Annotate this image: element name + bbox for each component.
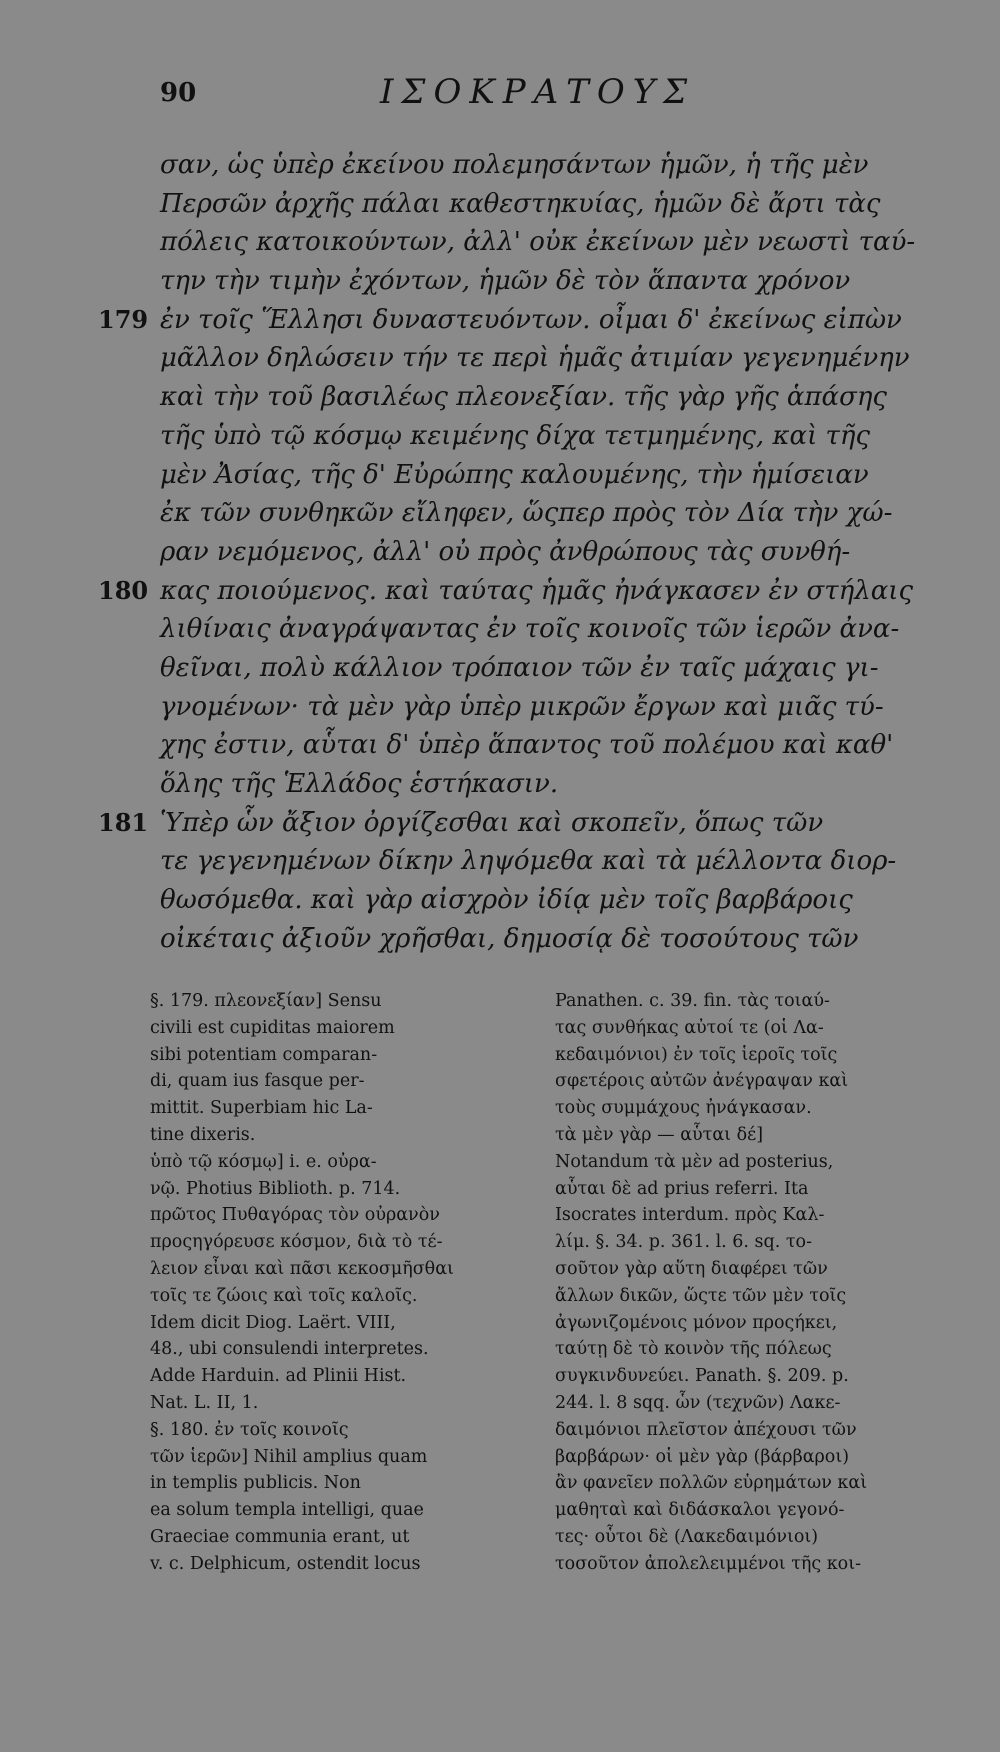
footnote-line: μαθηταὶ καὶ διδάσκαλοι γεγονό- (555, 1500, 845, 1521)
line-text: Ὑπὲρ ὧν ἄξιον ὀργίζεσθαι καὶ σκοπεῖν, ὅπως τῶν (160, 807, 824, 838)
text-line (160, 688, 930, 727)
footnote-line: ea solum templa intelligi, quae (150, 1500, 424, 1521)
footnotes-right-column (555, 988, 933, 1578)
footnote-line: τοσοῦτον ἀπολελειμμένοι τῆς κοι- (555, 1553, 861, 1574)
footnote-line: §. 180. ἐν τοῖς κοινοῖς (150, 1419, 349, 1440)
footnote-line: Notandum τὰ μὲν ad posterius, (555, 1151, 834, 1172)
running-title: ΙΣΟΚΡΑΤΟΥΣ (380, 72, 696, 112)
footnote-line: ἀγωνιζομένοις μόνον προςήκει, (555, 1312, 838, 1333)
line-text: οἰκέταις ἀξιοῦν χρῆσθαι, δημοσίᾳ δὲ τοσούτους τῶν (160, 923, 859, 954)
line-text: τε γεγενημένων δίκην ληψόμεθα καὶ τὰ μέλλοντα διορ- (160, 846, 897, 877)
footnote-line: τὰ μὲν γὰρ — αὗται δέ] (555, 1124, 764, 1145)
text-line (160, 378, 930, 417)
footnote-line: in templis publicis. Non (150, 1473, 361, 1494)
line-text: θεῖναι, πολὺ κάλλιον τρόπαιον τῶν ἐν ταῖς μάχαις γι- (160, 652, 879, 683)
footnote-line: βαρβάρων· οἱ μὲν γὰρ (βάρβαροι) (555, 1446, 850, 1467)
line-text: ἐν τοῖς Ἕλλησι δυναστευόντων. οἶμαι δ' ἐκείνως εἰπὼν (160, 304, 902, 335)
text-line (160, 417, 930, 456)
footnote-line: sibi potentiam comparan- (150, 1044, 378, 1065)
line-text: ἐκ τῶν συνθηκῶν εἴληφεν, ὥςπερ πρὸς τὸν Δία τὴν χώ- (160, 498, 893, 529)
main-text (98, 146, 930, 958)
footnote-line: νῷ. Photius Biblioth. p. 714. (150, 1178, 401, 1199)
text-line (160, 339, 930, 378)
line-text: ραν νεμόμενος, ἀλλ' οὐ πρὸς ἀνθρώπους τὰς συνθή- (160, 536, 851, 567)
footnote-line: λίμ. §. 34. p. 361. l. 6. sq. το- (555, 1232, 812, 1253)
footnote-line: Panathen. c. 39. fin. τὰς τοιαύ- (555, 991, 830, 1011)
footnote-line: τοὺς συμμάχους ἠνάγκασαν. (555, 1098, 812, 1119)
footnote-line: τῶν ἱερῶν] Nihil amplius quam (150, 1446, 428, 1467)
text-line (98, 301, 930, 340)
footnote-line: λειον εἶναι καὶ πᾶσι κεκοσμῆσθαι (150, 1258, 454, 1279)
footnote-line: τας συνθήκας αὐτοί τε (οἱ Λα- (555, 1017, 824, 1038)
text-line (160, 610, 930, 649)
text-line (160, 494, 930, 533)
footnote-line: mittit. Superbiam hic La- (150, 1098, 373, 1119)
line-text: μὲν Ἀσίας, τῆς δ' Εὐρώπης καλουμένης, τὴν ἡμίσειαν (160, 459, 869, 490)
footnotes (150, 988, 940, 1728)
line-text: γνομένων· τὰ μὲν γὰρ ὑπὲρ μικρῶν ἔργων καὶ μιᾶς τύ- (160, 691, 884, 722)
text-line (160, 649, 930, 688)
text-line (160, 185, 930, 224)
footnote-line: di, quam ius fasque per- (150, 1071, 365, 1092)
footnote-line: §. 179. πλεονεξίαν] Sensu (150, 991, 382, 1011)
text-line (160, 146, 930, 185)
section-number: 179 (98, 304, 149, 334)
footnote-line: συγκινδυνεύει. Panath. §. 209. p. (555, 1366, 849, 1387)
text-line (160, 533, 930, 572)
footnote-line: 244. l. 8 sqq. ὧν (τεχνῶν) Λακε- (555, 1392, 841, 1413)
text-line (160, 842, 930, 881)
footnote-line: tine dixeris. (150, 1124, 256, 1145)
text-line (160, 920, 930, 959)
footnote-line: Isocrates interdum. πρὸς Καλ- (555, 1205, 825, 1226)
footnote-line: 48., ubi consulendi interpretes. (150, 1339, 429, 1360)
line-text: πόλεις κατοικούντων, ἀλλ' οὐκ ἐκείνων μὲν νεωστὶ ταύ- (160, 227, 916, 258)
text-line (160, 726, 930, 765)
running-head (160, 72, 920, 112)
text-line (98, 804, 930, 843)
footnotes-left-column (150, 988, 528, 1578)
footnote-line: Idem dicit Diog. Laërt. VIII, (150, 1312, 396, 1333)
footnote-line: Nat. L. II, 1. (150, 1392, 259, 1413)
line-text: την τὴν τιμὴν ἐχόντων, ἡμῶν δὲ τὸν ἅπαντα χρόνον (160, 266, 851, 297)
line-text: χης ἐστιν, αὗται δ' ὑπὲρ ἅπαντος τοῦ πολέμου καὶ καθ' (160, 730, 894, 761)
footnote-line: σφετέροις αὐτῶν ἀνέγραψαν καὶ (555, 1071, 849, 1092)
footnote-line: κεδαιμόνιοι) ἐν τοῖς ἱεροῖς τοῖς (555, 1044, 838, 1065)
line-text: τῆς ὑπὸ τῷ κόσμῳ κειμένης δίχα τετμημένης, καὶ τῆς (160, 420, 871, 451)
text-line (160, 456, 930, 495)
text-line (98, 572, 930, 611)
footnote-line: ὑπὸ τῷ κόσμῳ] i. e. οὐρα- (150, 1151, 377, 1172)
footnote-line: προςηγόρευσε κόσμον, διὰ τὸ τέ- (150, 1232, 443, 1253)
footnote-line: τοῖς τε ζώοις καὶ τοῖς καλοῖς. (150, 1285, 418, 1306)
footnote-line: δαιμόνιοι πλεῖστον ἀπέχουσι τῶν (555, 1419, 857, 1440)
footnote-line: Graeciae communia erant, ut (150, 1526, 410, 1547)
footnote-line: τες· οὗτοι δὲ (Λακεδαιμόνιοι) (555, 1526, 819, 1547)
footnote-line: ταύτῃ δὲ τὸ κοινὸν τῆς πόλεως (555, 1339, 832, 1360)
text-line (160, 223, 930, 262)
section-number: 181 (98, 807, 149, 837)
line-text: καὶ τὴν τοῦ βασιλέως πλεονεξίαν. τῆς γὰρ γῆς ἁπάσης (160, 382, 887, 413)
text-line (160, 765, 930, 804)
footnote-line: ἂν φανεῖεν πολλῶν εὑρημάτων καὶ (555, 1473, 868, 1494)
text-line (160, 262, 930, 301)
line-text: ὅλης τῆς Ἑλλάδος ἑστήκασιν. (160, 769, 559, 799)
line-text: θωσόμεθα. καὶ γὰρ αἰσχρὸν ἰδίᾳ μὲν τοῖς βαρβάροις (160, 885, 853, 916)
page-number: 90 (160, 78, 197, 108)
footnote-line: ἄλλων δικῶν, ὥςτε τῶν μὲν τοῖς (555, 1285, 847, 1306)
line-text: κας ποιούμενος. καὶ ταύτας ἡμᾶς ἠνάγκασεν ἐν στήλαις (160, 575, 914, 606)
line-text: μᾶλλον δηλώσειν τήν τε περὶ ἡμᾶς ἀτιμίαν γεγενημένην (160, 343, 910, 374)
footnote-line: Adde Harduin. ad Plinii Hist. (150, 1366, 407, 1387)
line-text: Περσῶν ἀρχῆς πάλαι καθεστηκυίας, ἡμῶν δὲ ἄρτι τὰς (160, 188, 881, 219)
footnote-line: σοῦτον γὰρ αὕτη διαφέρει τῶν (555, 1258, 828, 1279)
footnote-line: πρῶτος Πυθαγόρας τὸν οὐρανὸν (150, 1205, 440, 1226)
text-line (160, 881, 930, 920)
line-text: λιθίναις ἀναγράψαντας ἐν τοῖς κοινοῖς τῶν ἱερῶν ἀνα- (160, 614, 900, 645)
footnote-line: civili est cupiditas maiorem (150, 1017, 395, 1038)
footnote-line: αὗται δὲ ad prius referri. Ita (555, 1178, 809, 1199)
line-text: σαν, ὡς ὑπὲρ ἐκείνου πολεμησάντων ἡμῶν, ἡ τῆς μὲν (160, 150, 869, 180)
section-number: 180 (98, 575, 149, 605)
footnote-line: v. c. Delphicum, ostendit locus (150, 1553, 421, 1574)
